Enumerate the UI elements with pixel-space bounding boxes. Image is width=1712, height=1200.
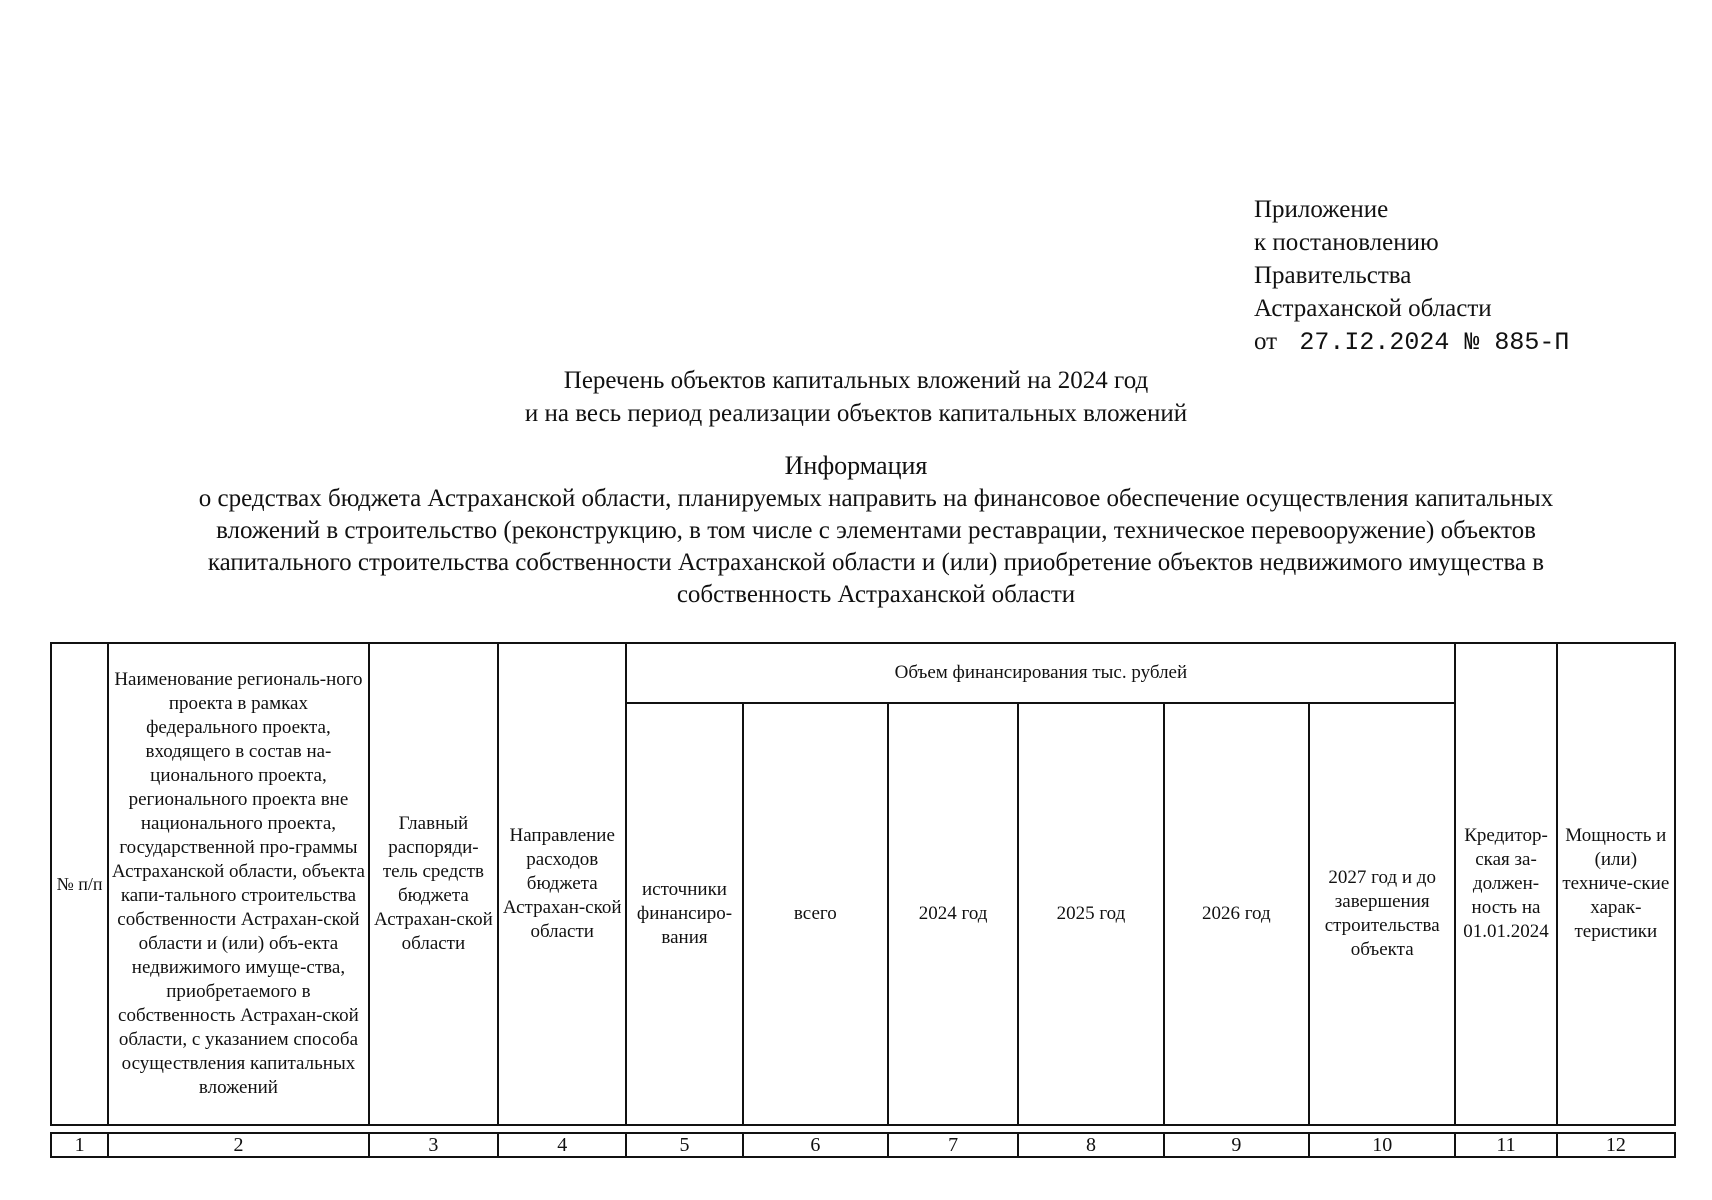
header-cell-name: Наименование региональ-ного проекта в рамках федерального проекта, входящего в состав на-ционального проекта, регионального проекта вне национального проекта, государственной про-граммы Астраханской области, объекта капи-тального строительства собственности Астрахан-ской области и (или) объ-екта недвижимого имуще-ства, приобретаемого в собственность Астрахан-ской области, с указанием способа осуществления капитальных вложений <box>108 643 369 1125</box>
appendix-line: Правительства <box>1254 262 1412 289</box>
appendix-line: Астраханской области <box>1254 295 1492 322</box>
column-number: 11 <box>1455 1133 1556 1157</box>
capital-investment-table <box>50 642 1676 1158</box>
header-cell-number: № п/п <box>51 643 108 1125</box>
title-line: Перечень объектов капитальных вложений на 2024 год <box>563 367 1149 394</box>
info-line: собственность Астраханской области <box>676 581 1076 608</box>
info-line: о средствах бюджета Астраханской области, планируемых направить на финансовое обеспечение осуществления капитальных <box>198 485 1554 512</box>
document-title <box>0 364 1712 430</box>
header-cell-total: всего <box>743 703 888 1125</box>
header-cell-year-2026: 2026 год <box>1164 703 1309 1125</box>
column-number: 3 <box>369 1133 498 1157</box>
header-cell-debt: Кредитор-ская за-должен-ность на 01.01.2024 <box>1455 643 1556 1125</box>
column-number: 6 <box>743 1133 888 1157</box>
info-line: вложений в строительство (реконструкцию, в том числе с элементами реставрации, техническое перевооружение) объектов <box>216 517 1536 544</box>
column-number: 2 <box>108 1133 369 1157</box>
info-line: капитального строительства собственности Астраханской области и (или) приобретение объектов недвижимого имущества в <box>207 549 1545 576</box>
appendix-block <box>1254 193 1569 359</box>
column-number: 9 <box>1164 1133 1309 1157</box>
table-spacer <box>51 1125 1675 1133</box>
info-heading: Информация <box>784 451 928 480</box>
header-cell-year-2025: 2025 год <box>1018 703 1163 1125</box>
column-number: 10 <box>1309 1133 1455 1157</box>
appendix-line: к постановлению <box>1254 229 1439 256</box>
header-cell-manager: Главный распоряди-тель средств бюджета Астрахан-ской области <box>369 643 498 1125</box>
column-number-row <box>51 1133 1675 1157</box>
column-number: 12 <box>1557 1133 1675 1157</box>
column-number: 8 <box>1018 1133 1163 1157</box>
appendix-date-number: 27.I2.2024 № 885-П <box>1299 328 1570 357</box>
header-cell-sources: источники финансиро-вания <box>626 703 742 1125</box>
title-line: и на весь период реализации объектов капитальных вложений <box>524 400 1188 427</box>
column-number: 5 <box>626 1133 742 1157</box>
header-cell-direction: Направление расходов бюджета Астрахан-ской области <box>498 643 626 1125</box>
appendix-date-prefix: от <box>1254 328 1278 355</box>
info-description <box>80 483 1672 611</box>
appendix-date-line <box>1254 325 1569 359</box>
column-number: 4 <box>498 1133 626 1157</box>
column-number: 7 <box>888 1133 1018 1157</box>
header-cell-funding-group: Объем финансирования тыс. рублей <box>626 643 1455 703</box>
column-number: 1 <box>51 1133 108 1157</box>
header-cell-capacity: Мощность и (или) техниче-ские харак-теристики <box>1557 643 1675 1125</box>
header-cell-year-2027-plus: 2027 год и до завершения строительства объекта <box>1309 703 1455 1125</box>
header-cell-year-2024: 2024 год <box>888 703 1018 1125</box>
appendix-line: Приложение <box>1254 196 1389 223</box>
